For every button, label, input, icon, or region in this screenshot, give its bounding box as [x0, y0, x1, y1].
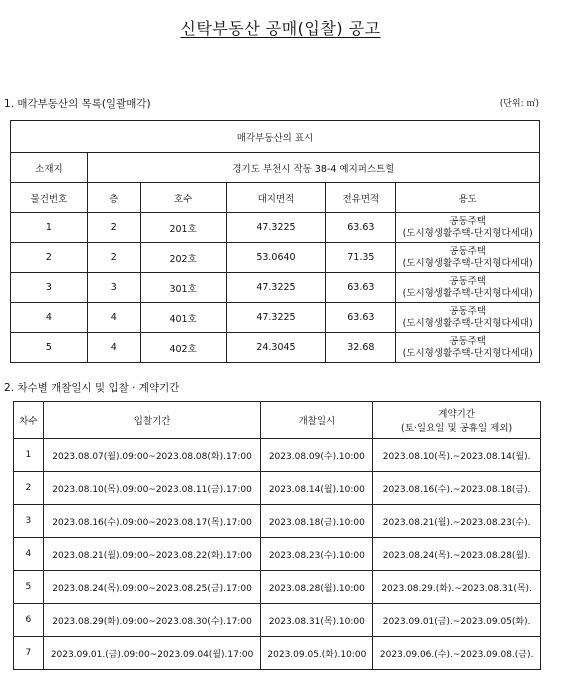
cell-floor: 3	[87, 273, 140, 303]
column-header: 층	[87, 183, 140, 213]
use-line1: 공동주택	[449, 215, 486, 227]
cell-unit: 402호	[140, 333, 226, 363]
cell-round: 7	[14, 637, 44, 670]
cell-exclusive: 63.63	[326, 303, 396, 333]
cell-land: 47.3225	[226, 213, 326, 243]
section1-title: 1. 매각부동산의 목록(일괄매각)	[4, 98, 151, 110]
cell-bid: 2023.08.16(수).09:00~2023.08.17(목).17:00	[43, 505, 261, 538]
table-row	[14, 571, 541, 604]
cell-exclusive: 63.63	[326, 273, 396, 303]
column-header	[373, 402, 541, 439]
column-header: 전유면적	[326, 183, 396, 213]
contract-header-line2: (토·일요일 및 공휴일 제외)	[400, 423, 513, 434]
property-list-table	[10, 120, 540, 363]
use-line2: (도시형생활주택-단지형다세대)	[402, 347, 533, 359]
location-label: 소재지	[11, 153, 88, 183]
cell-no: 3	[11, 273, 88, 303]
location-value: 경기도 부천시 작동 38-4 예지퍼스트힐	[87, 153, 539, 183]
cell-round: 4	[14, 538, 44, 571]
cell-land: 47.3225	[226, 273, 326, 303]
table-row	[11, 213, 540, 243]
cell-exclusive: 63.63	[326, 213, 396, 243]
cell-bid: 2023.08.24(목).09:00~2023.08.25(금).17:00	[43, 571, 261, 604]
cell-no: 2	[11, 243, 88, 273]
cell-use	[396, 243, 540, 273]
table-row	[14, 439, 541, 472]
cell-contract: 2023.08.29.(화).~2023.08.31(목).	[373, 571, 541, 604]
column-header-row	[11, 183, 540, 213]
use-line1: 공동주택	[449, 275, 486, 287]
cell-bid: 2023.09.01.(금).09:00~2023.09.04(월).17:00	[43, 637, 261, 670]
contract-header-line1: 계약기간	[438, 409, 475, 420]
cell-no: 4	[11, 303, 88, 333]
cell-contract: 2023.09.06.(수).~2023.09.08.(금).	[373, 637, 541, 670]
use-line1: 공동주택	[449, 245, 486, 257]
cell-opening: 2023.08.23(수).10:00	[261, 538, 373, 571]
table-header: 매각부동산의 표시	[11, 121, 540, 153]
cell-floor: 4	[87, 333, 140, 363]
column-header: 개찰일시	[261, 402, 373, 439]
cell-land: 53.0640	[226, 243, 326, 273]
cell-bid: 2023.08.10(목).09:00~2023.08.11(금).17:00	[43, 472, 261, 505]
table-row	[11, 303, 540, 333]
table-row	[14, 637, 541, 670]
column-header-row	[14, 402, 541, 439]
cell-contract: 2023.09.01(금).~2023.09.05(화).	[373, 604, 541, 637]
cell-land: 24.3045	[226, 333, 326, 363]
cell-opening: 2023.08.09(수).10:00	[261, 439, 373, 472]
cell-use	[396, 213, 540, 243]
cell-opening: 2023.08.28(월).10:00	[261, 571, 373, 604]
cell-contract: 2023.08.16(수).~2023.08.18(금).	[373, 472, 541, 505]
table-row	[11, 333, 540, 363]
column-header: 입찰기간	[43, 402, 261, 439]
cell-bid: 2023.08.29(화).09:00~2023.08.30(수).17:00	[43, 604, 261, 637]
cell-use	[396, 303, 540, 333]
schedule-table	[13, 401, 541, 670]
use-line1: 공동주택	[449, 335, 486, 347]
cell-unit: 401호	[140, 303, 226, 333]
cell-round: 6	[14, 604, 44, 637]
cell-round: 3	[14, 505, 44, 538]
cell-use	[396, 273, 540, 303]
cell-no: 1	[11, 213, 88, 243]
cell-contract: 2023.08.21(월).~2023.08.23(수).	[373, 505, 541, 538]
section2-title: 2. 차수별 개찰일시 및 입찰 · 계약기간	[4, 382, 180, 394]
column-header: 차수	[14, 402, 44, 439]
unit-label: (단위: ㎡)	[499, 99, 539, 109]
column-header: 물건번호	[11, 183, 88, 213]
cell-opening: 2023.08.31(목).10:00	[261, 604, 373, 637]
use-line2: (도시형생활주택-단지형다세대)	[402, 257, 533, 269]
cell-round: 5	[14, 571, 44, 604]
table-row	[14, 472, 541, 505]
column-header: 용도	[396, 183, 540, 213]
page-title: 신탁부동산 공매(입찰) 공고	[180, 19, 381, 38]
cell-land: 47.3225	[226, 303, 326, 333]
cell-unit: 202호	[140, 243, 226, 273]
cell-exclusive: 32.68	[326, 333, 396, 363]
cell-contract: 2023.08.24(목).~2023.08.28(월).	[373, 538, 541, 571]
cell-opening: 2023.08.14(월).10:00	[261, 472, 373, 505]
cell-round: 1	[14, 439, 44, 472]
column-header: 대지면적	[226, 183, 326, 213]
use-line2: (도시형생활주택-단지형다세대)	[402, 227, 533, 239]
use-line2: (도시형생활주택-단지형다세대)	[402, 287, 533, 299]
table-row	[14, 505, 541, 538]
column-header: 호수	[140, 183, 226, 213]
cell-floor: 2	[87, 213, 140, 243]
cell-opening: 2023.08.18(금).10:00	[261, 505, 373, 538]
cell-contract: 2023.08.10(목).~2023.08.14(월).	[373, 439, 541, 472]
cell-no: 5	[11, 333, 88, 363]
cell-exclusive: 71.35	[326, 243, 396, 273]
table-row	[11, 243, 540, 273]
cell-floor: 4	[87, 303, 140, 333]
table-row	[14, 538, 541, 571]
table-row	[14, 604, 541, 637]
cell-unit: 201호	[140, 213, 226, 243]
table-row	[11, 273, 540, 303]
use-line1: 공동주택	[449, 305, 486, 317]
cell-opening: 2023.09.05.(화).10:00	[261, 637, 373, 670]
cell-unit: 301호	[140, 273, 226, 303]
cell-bid: 2023.08.07(월).09:00~2023.08.08(화).17:00	[43, 439, 261, 472]
cell-bid: 2023.08.21(월).09:00~2023.08.22(화).17:00	[43, 538, 261, 571]
cell-use	[396, 333, 540, 363]
cell-round: 2	[14, 472, 44, 505]
use-line2: (도시형생활주택-단지형다세대)	[402, 317, 533, 329]
cell-floor: 2	[87, 243, 140, 273]
